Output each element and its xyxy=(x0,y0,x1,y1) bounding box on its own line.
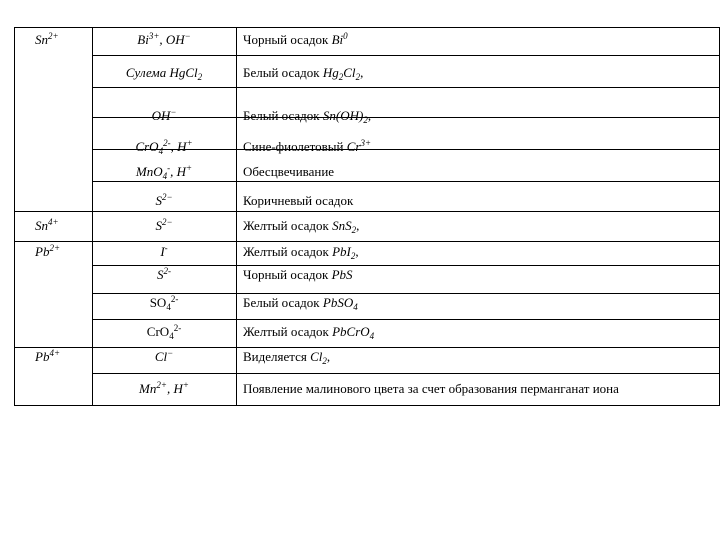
ion-label: $Pb^{2+}$ xyxy=(35,243,61,259)
reagent-cell: Сулема HgCl$_2$ xyxy=(125,65,203,82)
reagent-cell: MnO$_4$-, H+ xyxy=(135,163,193,181)
reagent-cell: I- xyxy=(160,243,168,259)
result-cell: Чорный осадок PbS xyxy=(243,267,353,282)
result-cell: Белый осадок $Sn(OH)_2$, xyxy=(243,108,372,125)
reagent-cell: $S^{2-}$ xyxy=(157,266,171,282)
table-column-divider xyxy=(236,27,237,406)
row-divider xyxy=(92,117,720,118)
result-cell: Появление малинового цвета за счет образования перманганат иона xyxy=(243,381,619,396)
reagent-cell: $S^{2-}$ xyxy=(155,192,173,208)
reagent-cell: $S^{2-}$ xyxy=(155,217,173,233)
reagent-cell: OH− xyxy=(151,107,177,123)
row-divider xyxy=(92,181,720,182)
reagent-cell: $SO_4^{2-}$ xyxy=(149,294,179,312)
result-cell: Желтый осадок SnS$_2$, xyxy=(243,218,360,235)
group-divider xyxy=(14,241,720,242)
result-cell: Желтый осадок PbI$_2$, xyxy=(243,244,359,261)
row-divider xyxy=(92,319,720,320)
row-divider xyxy=(92,373,720,374)
result-cell: Сине-фиолетовый $Cr^{3+}$ xyxy=(243,138,372,154)
reagent-cell: Cl− xyxy=(154,348,174,364)
group-divider xyxy=(14,347,720,348)
table-border-top xyxy=(14,27,720,28)
table-column-divider xyxy=(14,27,15,406)
reaction-table xyxy=(14,27,720,406)
reagent-cell: CrO$_4^{2-}$, H+ xyxy=(135,138,193,156)
reagent-cell: CrO$_4^{2-}$ xyxy=(146,323,182,341)
row-divider xyxy=(92,87,720,88)
ion-label: $Pb^{4+}$ xyxy=(35,348,61,364)
reagent-cell: $Mn^{2+}$, H+ xyxy=(139,380,189,396)
result-cell: Обесцвечивание xyxy=(243,164,335,179)
result-cell: Коричневый осадок xyxy=(243,193,354,208)
result-cell: Желтый осадок PbCrO$_4$ xyxy=(243,324,375,341)
table-border-bottom xyxy=(14,405,720,406)
group-divider xyxy=(14,211,720,212)
result-cell: Виделяется $Cl_2$, xyxy=(243,349,331,366)
result-cell: Чорный осадок Bi$^0$ xyxy=(243,31,348,47)
ion-label: $Sn^{4+}$ xyxy=(35,217,59,233)
reagent-cell: $Bi^{3+}$, OH− xyxy=(137,31,191,47)
result-cell: Белый осадок PbSO$_4$ xyxy=(243,295,358,312)
ion-label: $Sn^{2+}$ xyxy=(35,31,59,47)
row-divider xyxy=(92,55,720,56)
result-cell: Белый осадок $Hg_2Cl_2$, xyxy=(243,65,364,82)
table-column-divider xyxy=(92,27,93,406)
row-divider xyxy=(92,265,720,266)
row-divider xyxy=(92,293,720,294)
